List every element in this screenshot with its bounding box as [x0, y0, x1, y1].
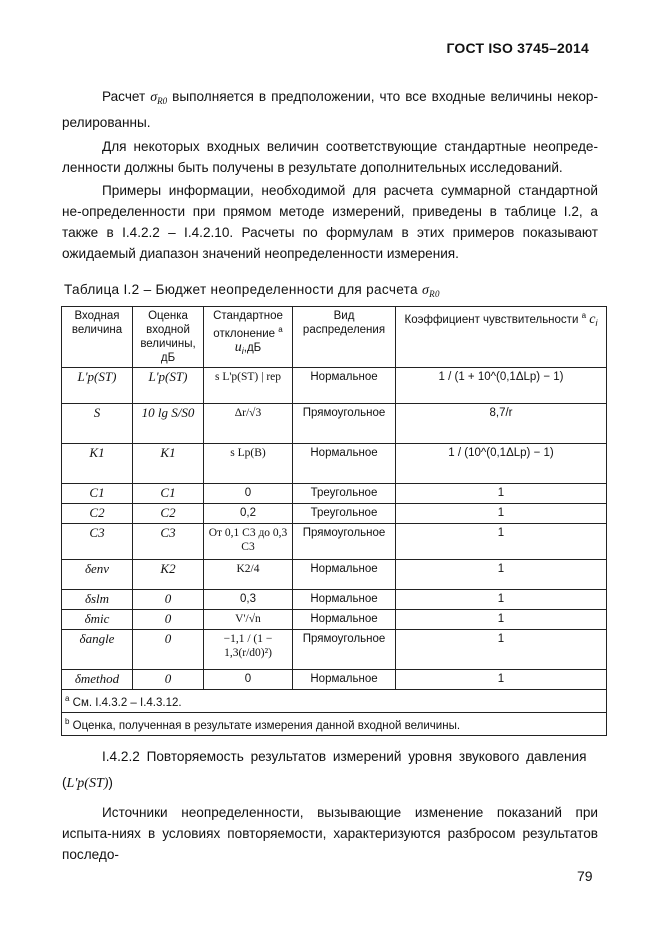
table-row	[62, 670, 607, 690]
cell-dist: Нормальное	[293, 610, 396, 630]
cell-coef: 1	[396, 610, 607, 630]
section-symbol: (L'p(ST))	[62, 775, 113, 791]
page-number: 79	[577, 868, 593, 884]
cell-std: 0	[204, 484, 293, 504]
cell-in: δmethod	[62, 670, 133, 690]
cell-std: Δr/√3	[204, 404, 293, 444]
paragraph-2: Для некоторых входных величин соответствующие стандартные неопреде-ленности должны быть получены в результате дополнительных исследований.	[62, 139, 598, 175]
cell-std: 0,2	[204, 504, 293, 524]
footnote-a-row: $^a$ См. I.4.3.2 – I.4.3.12.	[62, 690, 607, 713]
cell-est: K1	[133, 444, 204, 484]
table-row	[62, 524, 607, 560]
cell-in: δenv	[62, 560, 133, 590]
cell-dist: Нормальное	[293, 444, 396, 484]
cell-coef: 1	[396, 524, 607, 560]
table-row	[62, 484, 607, 504]
section-title: I.4.2.2 Повторяемость результатов измерений уровня звукового давления	[102, 749, 587, 764]
cell-dist: Нормальное	[293, 560, 396, 590]
cell-dist: Треугольное	[293, 504, 396, 524]
header-input: Входная величина	[62, 307, 133, 368]
cell-std: От 0,1 C3 до 0,3 C3	[204, 524, 293, 560]
table-row	[62, 590, 607, 610]
cell-in: C2	[62, 504, 133, 524]
cell-coef: 1 / (10^(0,1ΔLp) − 1)	[396, 444, 607, 484]
table-row	[62, 630, 607, 670]
cell-est: C2	[133, 504, 204, 524]
cell-in: δmic	[62, 610, 133, 630]
table-caption: Таблица I.2 – Бюджет неопределенности для расчета $\sigma_{R0}$	[64, 282, 440, 299]
cell-std: 0,3	[204, 590, 293, 610]
cell-dist: Прямоугольное	[293, 630, 396, 670]
cell-in: δangle	[62, 630, 133, 670]
cell-est: C1	[133, 484, 204, 504]
cell-std: −1,1 / (1 − 1,3(r/d0)²)	[204, 630, 293, 670]
cell-std: s L'p(ST) | rep	[204, 368, 293, 404]
cell-est: 10 lg S/S0	[133, 404, 204, 444]
cell-std: V'/√n	[204, 610, 293, 630]
footnote-b-row: $^b$ Оценка, полученная в результате измерения данной входной величины.	[62, 712, 607, 735]
table-row	[62, 444, 607, 484]
document-header: ГОСТ ISO 3745–2014	[446, 40, 589, 56]
cell-in: C3	[62, 524, 133, 560]
header-distribution: Вид распределения	[293, 307, 396, 368]
cell-dist: Нормальное	[293, 368, 396, 404]
uncertainty-table	[61, 306, 607, 736]
paragraph-3: Примеры информации, необходимой для расчета суммарной стандартной не-определенности при прямом методе измерений, приведены в таблице I.2, а также в I.4.2.2 – I.4.2.10. Расчеты по формулам в этих примеров показывают ожидаемый диапазон значений неопределенности измерения.	[62, 183, 598, 261]
cell-dist: Прямоугольное	[293, 404, 396, 444]
cell-std: s Lp(B)	[204, 444, 293, 484]
cell-coef: 1	[396, 630, 607, 670]
cell-dist: Нормальное	[293, 590, 396, 610]
table-header-row	[62, 307, 607, 368]
cell-in: δslm	[62, 590, 133, 610]
paragraph-1: Расчет $\sigma_{R0}$ выполняется в предположении, что все входные величины некор-релированны.	[62, 89, 598, 130]
cell-in: C1	[62, 484, 133, 504]
cell-est: L'p(ST)	[133, 368, 204, 404]
cell-dist: Прямоугольное	[293, 524, 396, 560]
cell-coef: 1	[396, 590, 607, 610]
table-row	[62, 404, 607, 444]
cell-coef: 1	[396, 484, 607, 504]
cell-est: 0	[133, 610, 204, 630]
header-estimate: Оценка входной величины, дБ	[133, 307, 204, 368]
cell-coef: 1	[396, 670, 607, 690]
cell-coef: 1 / (1 + 10^(0,1ΔLp) − 1)	[396, 368, 607, 404]
table-row	[62, 368, 607, 404]
cell-coef: 1	[396, 504, 607, 524]
cell-dist: Нормальное	[293, 670, 396, 690]
cell-coef: 1	[396, 560, 607, 590]
cell-dist: Треугольное	[293, 484, 396, 504]
cell-std: 0	[204, 670, 293, 690]
table-row	[62, 610, 607, 630]
table-row	[62, 504, 607, 524]
cell-in: S	[62, 404, 133, 444]
cell-est: K2	[133, 560, 204, 590]
cell-in: L'p(ST)	[62, 368, 133, 404]
table-row	[62, 560, 607, 590]
cell-est: C3	[133, 524, 204, 560]
cell-est: 0	[133, 630, 204, 670]
cell-est: 0	[133, 590, 204, 610]
section-paragraph: Источники неопределенности, вызывающие изменение показаний при испыта-ниях в условиях повторяемости, характеризуются разбросом результатов последо-	[62, 805, 598, 862]
cell-std: K2/4	[204, 560, 293, 590]
cell-coef: 8,7/r	[396, 404, 607, 444]
cell-est: 0	[133, 670, 204, 690]
header-coefficient: Коэффициент чувствительности $^a$ $c_i$	[396, 307, 607, 368]
header-std: Стандартное отклонение $^a$ $u_i,дБ$	[204, 307, 293, 368]
cell-in: K1	[62, 444, 133, 484]
